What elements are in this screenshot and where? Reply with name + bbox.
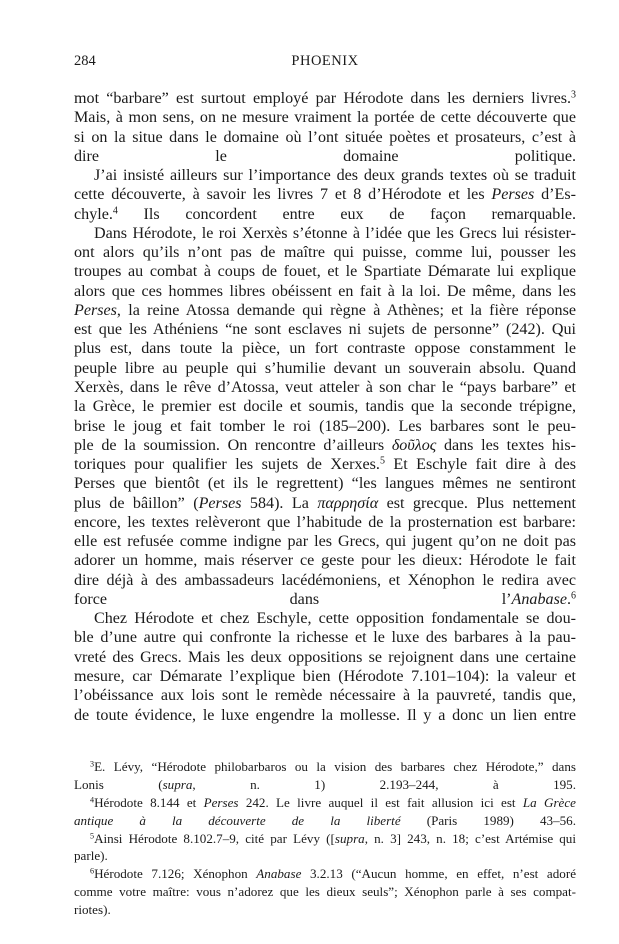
body-line — [74, 147, 576, 166]
body-line — [74, 320, 576, 339]
text-run: Lonis ( — [74, 776, 163, 792]
footnote-line — [74, 830, 576, 848]
italic-text: δοῦλος — [391, 436, 437, 454]
footnote-ref: 5 — [90, 831, 95, 841]
footnote-ref: 3 — [571, 89, 576, 101]
body-line — [74, 667, 576, 686]
text-run: Hérodote 8.144 et — [94, 794, 204, 810]
body-line — [74, 628, 576, 647]
text-run: Et Eschyle fait dire à des — [384, 456, 576, 474]
italic-text: Perses — [491, 186, 535, 204]
text-run: , la reine Atossa demande qui règne à Athènes; et la fière réponse — [116, 301, 576, 319]
footnote-ref: 6 — [571, 590, 576, 602]
body-line — [74, 706, 576, 725]
text-run: mesure, car Démarate l’explique bien (Hérodote 7.101–104): la valeur et — [74, 667, 576, 685]
text-run: 3.2.13 (“Aucun homme, en effet, n’est adoré — [301, 866, 577, 882]
text-run: elle est refusée comme indigne par les Grecs, qui jugent qu’on ne doit pas — [74, 533, 576, 551]
text-run: J’ai insisté ailleurs sur l’importance des deux grands textes où se traduit — [94, 167, 576, 185]
text-run: l’obéissance aux lois sont le remède nécessaire à la pauvreté, tandis que, — [74, 687, 576, 705]
body-line — [74, 128, 576, 147]
footnote-line — [74, 776, 576, 794]
text-run: , n. 3] 243, n. 18; c’est Artémise qui — [364, 830, 576, 846]
body-line — [74, 648, 576, 667]
text-run: Xerxès, dans le rêve d’Atossa, veut atteler à son char le “pays barbare” et — [74, 378, 576, 396]
running-title: PHOENIX — [291, 53, 359, 69]
text-run: (Paris 1989) 43–56. — [400, 812, 576, 828]
text-run: , n. 1) 2.193–244, à 195. — [192, 776, 576, 792]
body-line — [74, 301, 576, 320]
text-run: . — [566, 590, 572, 608]
italic-text: Perses — [74, 301, 117, 319]
text-run: est grecque. Plus nettement — [378, 494, 576, 512]
body-line — [74, 224, 576, 243]
footnote-line — [74, 847, 576, 865]
text-run: plus de bâillon” ( — [74, 494, 199, 512]
body-line — [74, 590, 576, 609]
italic-text: παρρησία — [317, 494, 379, 512]
body-line — [74, 417, 576, 436]
text-run: mot “barbare” est surtout employé par Hérodote dans les derniers livres. — [74, 90, 572, 107]
body-line — [74, 436, 576, 455]
footnote-line — [74, 812, 576, 830]
text-run: de toute évidence, le luxe engendre la mollesse. Il y a donc un lien entre — [74, 706, 576, 724]
text-run: Ils concordent entre eux de façon remarquable. — [117, 205, 576, 223]
text-run: comme votre maître: vous n’adorez que les dieux seuls”; Xénophon parle à ses compat- — [74, 884, 576, 900]
body-line — [74, 474, 576, 493]
body-line — [74, 243, 576, 262]
text-run: si on la situe dans le domaine où l’ont située poètes et prosateurs, c’est à — [74, 128, 576, 146]
text-run: d’Es- — [534, 186, 576, 204]
italic-text: antique à la découverte de la liberté — [74, 812, 401, 828]
text-run: ont alors qu’ils n’ont pas de maître qui puisse, comme lui, pousser les — [74, 244, 576, 262]
body-line — [74, 339, 576, 358]
body-line — [74, 494, 576, 513]
text-run: riotes). — [74, 902, 111, 918]
text-run: force dans l’ — [74, 590, 512, 608]
page-number: 284 — [74, 53, 96, 69]
text-run: la Grèce, le premier est docile et soumis, tandis que la seconde trépigne, — [74, 398, 576, 416]
body-line — [74, 532, 576, 551]
text-run: alors que ces hommes libres obéissent en fait à la loi. De même, dans les — [74, 282, 576, 300]
body-text — [74, 89, 576, 725]
italic-text: supra — [162, 776, 193, 792]
text-run: encore, les textes relèveront que l’habitude de la prosternation est barbare: — [74, 513, 576, 531]
italic-text: Perses — [203, 794, 239, 810]
text-run: Ainsi Hérodote 8.102.7–9, cité par Lévy ([ — [94, 830, 335, 846]
body-line — [74, 282, 576, 301]
text-run: parle). — [74, 848, 108, 864]
body-line — [74, 571, 576, 590]
italic-text: Anabase — [511, 590, 567, 608]
footnote-ref: 5 — [379, 455, 385, 467]
text-run: Perses que bientôt (et ils le regrettent) “les langues mêmes ne sentiront — [74, 475, 576, 493]
text-run: Mais, à mon sens, on ne mesure vraiment la portée de cette découverte que — [74, 109, 576, 127]
text-run: brise le joug et fait tomber le roi (185–200). Les barbares sont le peu- — [74, 417, 576, 435]
body-line — [74, 205, 576, 224]
body-line — [74, 551, 576, 570]
body-line — [74, 166, 576, 185]
footnote-line — [74, 883, 576, 901]
text-run: E. Lévy, “Hérodote philobarbaros ou la vision des barbares chez Hérodote,” dans — [94, 759, 576, 774]
text-run: ple de la soumission. On rencontre d’ailleurs — [74, 436, 392, 454]
text-run: plus est, dans toute la pièce, un fort contraste oppose constamment le — [74, 340, 576, 358]
footnote-ref: 6 — [90, 866, 95, 876]
italic-text: Anabase — [256, 866, 302, 882]
body-line — [74, 262, 576, 281]
body-line — [74, 686, 576, 705]
italic-text: Perses — [198, 494, 242, 512]
text-run: Dans Hérodote, le roi Xerxès s’étonne à l’idée que les Grecs lui résister- — [94, 224, 576, 242]
body-line — [74, 108, 576, 127]
text-run: vreté des Grecs. Mais les deux oppositions se rejoignent dans une certaine — [74, 648, 576, 666]
body-line — [74, 359, 576, 378]
text-run: cette découverte, à savoir les livres 7 et 8 d’Hérodote et les — [74, 186, 492, 204]
footnote-line — [74, 794, 576, 812]
body-line — [74, 397, 576, 416]
footnote-ref: 4 — [112, 205, 118, 217]
footnote-ref: 3 — [90, 759, 95, 769]
text-run: Hérodote 7.126; Xénophon — [94, 866, 257, 882]
body-line — [74, 378, 576, 397]
italic-text: supra — [334, 830, 365, 846]
text-run: Chez Hérodote et chez Eschyle, cette opposition fondamentale se dou- — [94, 610, 576, 628]
body-line — [74, 609, 576, 628]
footnotes — [74, 758, 576, 919]
text-run: ble d’une autre qui confronte la richesse et le luxe des barbares à la pau- — [74, 629, 576, 647]
footnote-line — [74, 901, 576, 919]
text-run: toriques pour qualifier les sujets de Xerxes. — [74, 456, 380, 474]
text-run: dire le domaine politique. — [74, 147, 576, 165]
text-run: 584). La — [241, 494, 318, 512]
text-run: adorer un homme, mais réserver ce geste pour les dieux: Hérodote le fait — [74, 552, 576, 570]
body-line — [74, 185, 576, 204]
text-run: peuple libre au peuple qui s’humilie devant un souverain absolu. Quand — [74, 359, 576, 377]
italic-text: La Grèce — [522, 794, 576, 810]
text-run: chyle. — [74, 205, 113, 223]
text-run: 242. Le livre auquel il est fait allusion ici est — [238, 794, 523, 810]
text-run: dans les textes his- — [436, 436, 577, 454]
footnote-line — [74, 865, 576, 883]
text-run: dire déjà à des ambassadeurs lacédémoniens, et Xénophon le redira avec — [74, 571, 576, 589]
body-line — [74, 513, 576, 532]
body-line — [74, 455, 576, 474]
text-run: troupes au combat à coups de fouet, et le Spartiate Démarate lui explique — [74, 263, 576, 281]
body-line — [74, 89, 576, 108]
footnote-line — [74, 758, 576, 776]
text-run: est que les Athéniens “ne sont esclaves ni sujets de personne” (242). Qui — [74, 321, 576, 339]
footnote-ref: 4 — [90, 795, 95, 805]
